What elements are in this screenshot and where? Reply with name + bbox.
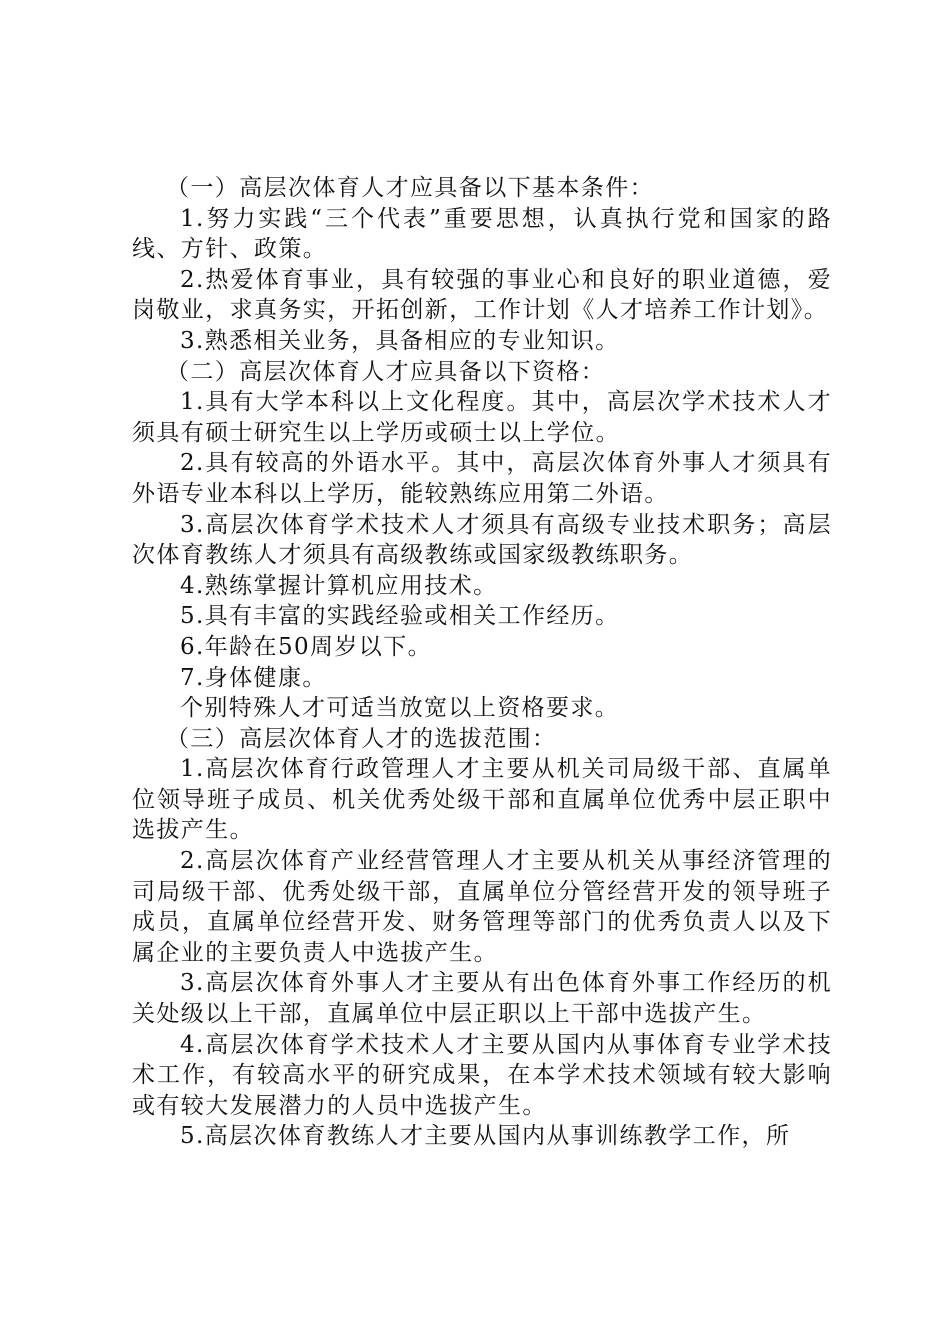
paragraph: 4.高层次体育学术技术人才主要从国内从事体育专业学术技术工作，有较高水平的研究成果，在本学术技术领域有较大影响或有较大发展潜力的人员中选拔产生。 [132, 1031, 832, 1119]
paragraph: 2.高层次体育产业经营管理人才主要从机关从事经济管理的司局级干部、优秀处级干部，直属单位分管经营开发的领导班子成员，直属单位经营开发、财务管理等部门的优秀负责人以及下属企业的主要负责人中选拔产生。 [132, 848, 832, 966]
paragraph: 1.具有大学本科以上文化程度。其中，高层次学术技术人才须具有硕士研究生以上学历或硕士以上学位。 [132, 389, 832, 446]
paragraph: 3.高层次体育学术技术人才须具有高级专业技术职务；高层次体育教练人才须具有高级教练或国家级教练职务。 [132, 511, 832, 569]
paragraph: 5.具有丰富的实践经验或相关工作经历。 [180, 603, 620, 630]
section-heading: （三）高层次体育人才的选拔范围： [166, 725, 557, 752]
paragraph: 3.熟悉相关业务，具备相应的专业知识。 [180, 327, 620, 354]
paragraph: 1.高层次体育行政管理人才主要从机关司局级干部、直属单位领导班子成员、机关优秀处级干部和直属单位优秀中层正职中选拔产生。 [132, 756, 832, 844]
paragraph: 2.具有较高的外语水平。其中，高层次体育外事人才须具有外语专业本科以上学历，能较熟练应用第二外语。 [132, 450, 832, 507]
paragraph: 7.身体健康。 [180, 664, 327, 691]
document-page [132, 173, 832, 1152]
paragraph: 4.熟练掌握计算机应用技术。 [180, 572, 498, 599]
paragraph: 1.努力实践“三个代表”重要思想，认真执行党和国家的路线、方针、政策。 [132, 205, 832, 263]
section-heading: （二）高层次体育人才应具备以下资格： [166, 358, 606, 385]
paragraph: 3.高层次体育外事人才主要从有出色体育外事工作经历的机关处级以上干部，直属单位中层正职以上干部中选拔产生。 [132, 970, 832, 1028]
paragraph: 2.热爱体育事业，具有较强的事业心和良好的职业道德，爱岗敬业，求真务实，开拓创新，工作计划《人才培养工作计划》。 [132, 266, 832, 324]
section-heading: （一）高层次体育人才应具备以下基本条件： [166, 175, 654, 201]
paragraph: 个别特殊人才可适当放宽以上资格要求。 [180, 695, 620, 722]
paragraph: 5.高层次体育教练人才主要从国内从事训练教学工作，所 [180, 1123, 791, 1150]
paragraph: 6.年龄在50周岁以下。 [180, 633, 433, 660]
